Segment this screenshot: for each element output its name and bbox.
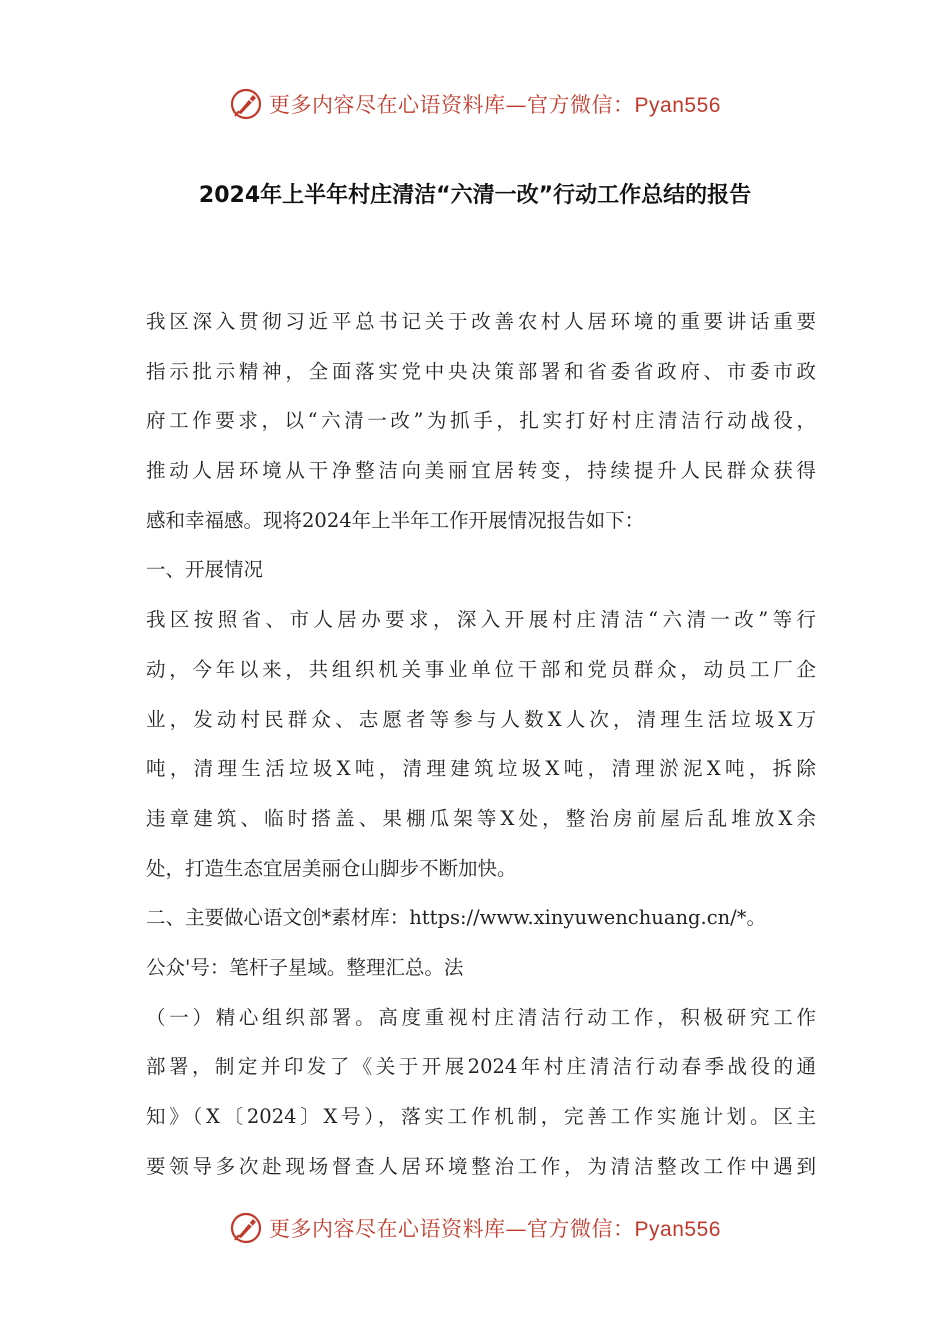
watermark-footer bbox=[0, 1208, 950, 1248]
paragraph-line: 我区深入贯彻习近平总书记关于改善农村人居环境的重要讲话重要 bbox=[146, 310, 816, 333]
paragraph-line: 吨，清理生活垃圾X吨，清理建筑垃圾X吨，清理淤泥X吨，拆除 bbox=[146, 757, 816, 781]
watermark-text: 更多内容尽在心语资料库—官方微信：Pyan556 bbox=[269, 93, 721, 117]
document-body bbox=[146, 297, 816, 1191]
paragraph-line: （一）精心组织部署。高度重视村庄清洁行动工作，积极研究工作 bbox=[146, 1005, 816, 1029]
paragraph-line: 感和幸福感。现将2024年上半年工作开展情况报告如下： bbox=[146, 508, 645, 532]
paragraph-line: 动，今年以来，共组织机关事业单位干部和党员群众，动员工厂企 bbox=[146, 657, 816, 681]
watermark-text: 更多内容尽在心语资料库—官方微信：Pyan556 bbox=[269, 1217, 721, 1241]
paragraph-line: 违章建筑、临时搭盖、果棚瓜架等X处，整治房前屋后乱堆放X余 bbox=[146, 806, 816, 830]
paragraph-line: 推动人居环境从干净整洁向美丽宜居转变，持续提升人民群众获得 bbox=[146, 459, 816, 483]
paragraph-line: 要领导多次赴现场督查人居环境整治工作，为清洁整改工作中遇到 bbox=[146, 1154, 816, 1178]
section-heading: 一、开展情况 bbox=[146, 558, 264, 582]
paragraph-line: 公众'号：笔杆子星域。整理汇总。法 bbox=[146, 955, 464, 979]
paragraph-line: 指示批示精神，全面落实党中央决策部署和省委省政府、市委市政 bbox=[146, 359, 816, 383]
document-title: 2024年上半年村庄清洁“六清一改”行动工作总结的报告 bbox=[198, 183, 752, 208]
watermark-header bbox=[0, 84, 950, 124]
paragraph-line: 知》（X〔2024〕X号），落实工作机制，完善工作实施计划。区主 bbox=[146, 1105, 816, 1128]
paragraph-line: 业，发动村民群众、志愿者等参与人数X人次，清理生活垃圾X万 bbox=[146, 707, 816, 731]
paragraph-line: 处，打造生态宜居美丽仓山脚步不断加快。 bbox=[146, 856, 517, 880]
quill-pen-circle-icon bbox=[229, 87, 263, 121]
section-heading: 二、主要做心语文创*素材库：https://www.xinyuwenchuang.cn/*。 bbox=[146, 906, 767, 930]
quill-pen-circle-icon bbox=[229, 1211, 263, 1245]
paragraph-line: 部署，制定并印发了《关于开展2024年村庄清洁行动春季战役的通 bbox=[146, 1055, 816, 1079]
paragraph-line: 我区按照省、市人居办要求，深入开展村庄清洁“六清一改”等行 bbox=[146, 608, 816, 632]
paragraph-line: 府工作要求，以“六清一改”为抓手，扎实打好村庄清洁行动战役， bbox=[146, 409, 816, 433]
